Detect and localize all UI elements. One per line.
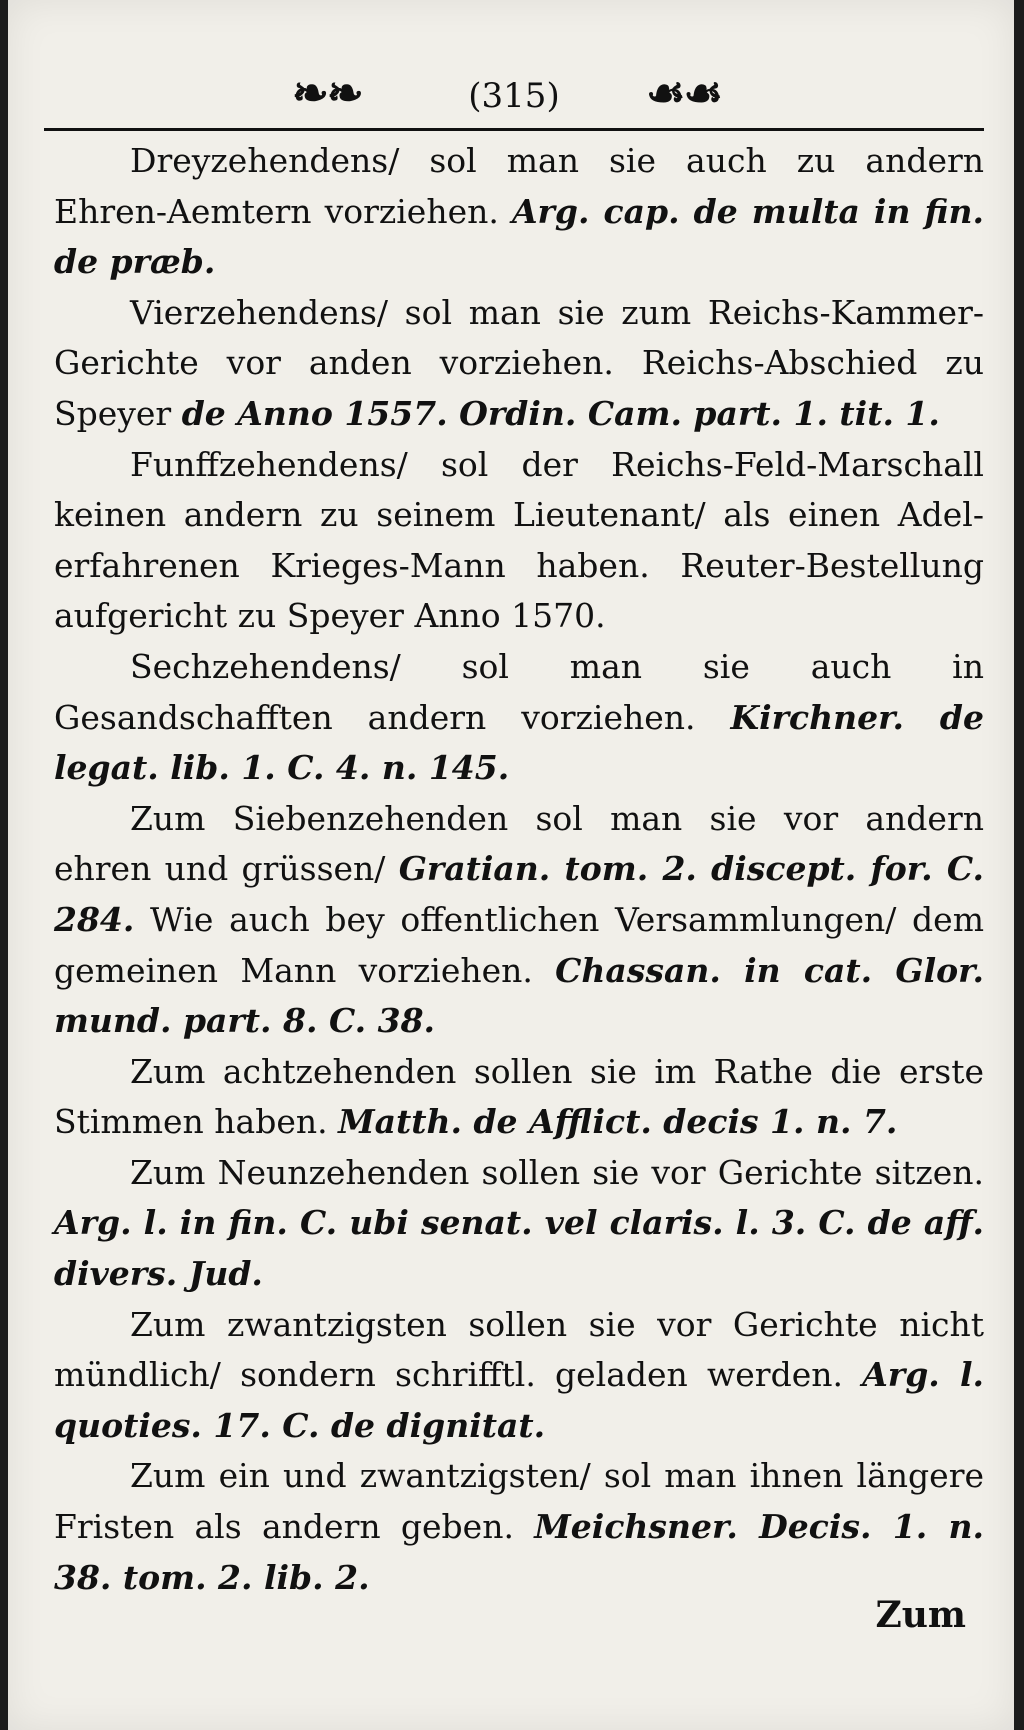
paragraph-text: Zum Siebenzehenden sol man sie vor andern ehren und grüssen/: [54, 798, 984, 889]
paragraph-text: Zum ein und zwantzigsten/ sol man ihnen längere Fristen als andern geben.: [54, 1456, 984, 1547]
citation: Meichsner. Decis. 1. n. 38. tom. 2. lib. 2.: [54, 1507, 984, 1597]
paragraph-16: [54, 642, 984, 794]
citation: Matth. de Afflict. decis 1. n. 7.: [338, 1102, 898, 1142]
citation: Arg. cap. de multa in fin. de præb.: [54, 191, 984, 282]
paragraph-text: Sechzehendens/ sol man sie auch in Gesandschafften andern vorziehen.: [54, 646, 984, 737]
ornament-left-icon: ❧❧: [292, 68, 362, 119]
body-text: [54, 136, 984, 1603]
catchword: Zum: [875, 1594, 966, 1636]
citation: Arg. l. quoties. 17. C. de dignitat.: [54, 1355, 984, 1445]
paragraph-text: Funffzehendens/ sol der Reichs-Feld-Marschall keinen andern zu seinem Lieutenant/ als einen Adel-erfahrenen Krieges-Mann haben. Reuter-Bestellung aufgericht zu Speyer Anno 1570.: [54, 444, 984, 636]
citation: Gratian. tom. 2. discept. for. C. 284.: [54, 849, 984, 939]
paragraph-text-continued: Wie auch bey offentlichen Versammlungen/ dem gemeinen Mann vorziehen.: [54, 899, 984, 990]
paragraph-15: [54, 440, 984, 642]
page-header: [44, 62, 984, 131]
paragraph-14: [54, 288, 984, 440]
paragraph-text: Dreyzehendens/ sol man sie auch zu andern Ehren-Aemtern vorziehen.: [54, 141, 984, 231]
paragraph-text: Zum Neunzehenden sollen sie vor Gerichte sitzen.: [130, 1152, 984, 1192]
paragraph-text: Zum achtzehenden sollen sie im Rathe die erste Stimmen haben.: [54, 1051, 984, 1142]
paragraph-21: [54, 1451, 984, 1603]
paragraph-17: [54, 794, 984, 1047]
citation: de Anno 1557. Ordin. Cam. part. 1. tit. 1.: [181, 393, 940, 433]
citation: Kirchner. de legat. lib. 1. C. 4. n. 145.: [54, 697, 984, 788]
citation: Arg. l. in fin. C. ubi senat. vel claris. l. 3. C. de aff. divers. Jud.: [54, 1203, 984, 1294]
page-number: (315): [468, 76, 560, 116]
paragraph-20: [54, 1300, 984, 1452]
book-page: [8, 0, 1014, 1730]
paragraph-text: Zum zwantzigsten sollen sie vor Gerichte nicht mündlich/ sondern schrifftl. geladen werden.: [54, 1304, 984, 1395]
ornament-right-icon: ☙☙: [646, 68, 721, 119]
citation-second: Chassan. in cat. Glor. mund. part. 8. C. 38.: [54, 950, 984, 1041]
paragraph-19: [54, 1148, 984, 1300]
paragraph-13: [54, 136, 984, 288]
paragraph-text: Vierzehendens/ sol man sie zum Reichs-Kammer-Gerichte vor anden vorziehen. Reichs-Abschied zu Speyer: [54, 292, 984, 433]
paragraph-18: [54, 1047, 984, 1148]
